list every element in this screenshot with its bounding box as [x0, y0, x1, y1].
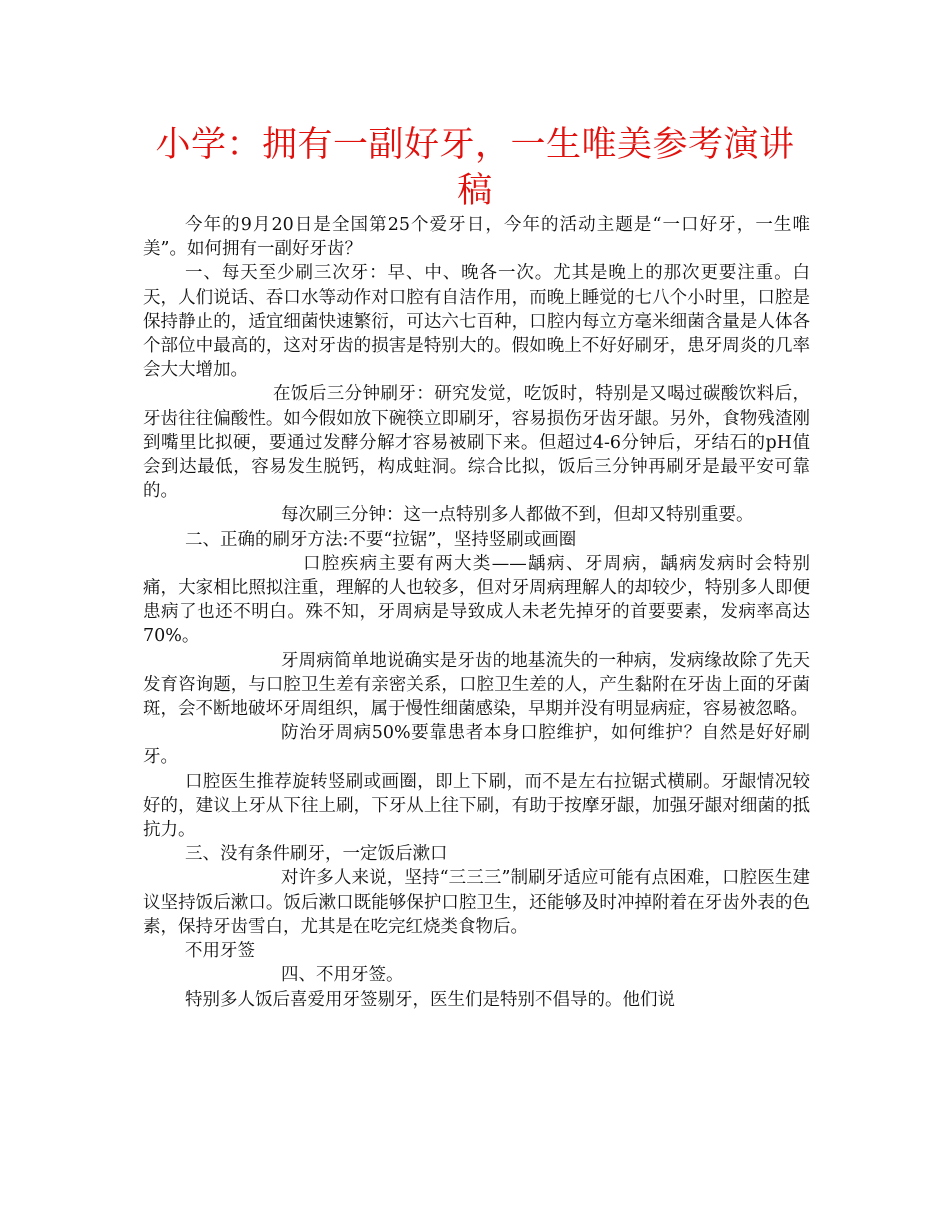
section-heading: 二、正确的刷牙方法:不要“拉锯”，坚持竖刷或画圈	[185, 529, 577, 550]
paragraph: 防治牙周病50%要靠患者本身口腔维护，如何维护？自然是好好刷牙。	[143, 723, 810, 768]
paragraph: 今年的9月20日是全国第25个爱牙日，今年的活动主题是“一口好牙，一生唯美”。如何拥有一副好牙齿？	[143, 215, 810, 260]
paragraph: 特别多人饭后喜爱用牙签剔牙，医生们是特别不倡导的。他们说	[185, 989, 675, 1010]
paragraph: 口腔医生推荐旋转竖刷或画圈，即上下刷，而不是左右拉锯式横刷。牙龈情况较好的，建议上牙从下往上刷，下牙从上往下刷，有助于按摩牙龈，加强牙龈对细菌的抵抗力。	[143, 771, 810, 841]
paragraph: 不用牙签	[185, 941, 255, 962]
section-heading: 四、不用牙签。	[281, 965, 404, 986]
paragraph: 在饭后三分钟刷牙：研究发觉，吃饭时，特别是又喝过碳酸饮料后，牙齿往往偏酸性。如今假如放下碗筷立即刷牙，容易损伤牙齿牙龈。另外，食物残渣刚到嘴里比拟硬，要通过发酵分解才容易被刷下来。但超过4-6分钟后，牙结石的pH值会到达最低，容易发生脱钙，构成蛀洞。综合比拟，饭后三分钟再刷牙是最平安可靠的。	[143, 384, 810, 502]
paragraph: 口腔疾病主要有两大类——龋病、牙周病，龋病发病时会特别痛，大家相比照拟注重，理解的人也较多，但对牙周病理解人的却较少，特别多人即便患病了也还不明白。殊不知，牙周病是导致成人未老先掉牙的首要要素，发病率高达70%。	[143, 553, 810, 647]
paragraph: 牙周病简单地说确实是牙齿的地基流失的一种病，发病缘故除了先天发育咨询题，与口腔卫生差有亲密关系，口腔卫生差的人，产生黏附在牙齿上面的牙菌斑，会不断地破坏牙周组织，属于慢性细菌感染，早期并没有明显病症，容易被忽略。	[143, 650, 810, 720]
paragraph: 对许多人来说，坚持“三三三”制刷牙适应可能有点困难，口腔医生建议坚持饭后漱口。饭后漱口既能够保护口腔卫生，还能够及时冲掉附着在牙齿外表的色素，保持牙齿雪白，尤其是在吃完红烧类食物后。	[143, 868, 810, 937]
paragraph: 每次刷三分钟：这一点特别多人都做不到，但却又特别重要。	[281, 505, 754, 526]
document-title: 小学：拥有一副好牙，一生唯美参考演讲稿	[155, 125, 795, 211]
paragraph: 一、每天至少刷三次牙：早、中、晚各一次。尤其是晚上的那次更要注重。白天，人们说话、吞口水等动作对口腔有自洁作用，而晚上睡觉的七八个小时里，口腔是保持静止的，适宜细菌快速繁衍，可达六七百种，口腔内每立方毫米细菌含量是人体各个部位中最高的，这对牙齿的损害是特别大的。假如晚上不好好刷牙，患牙周炎的几率会大大增加。	[143, 263, 810, 381]
document-body	[143, 213, 810, 1012]
section-heading: 三、没有条件刷牙，一定饭后漱口	[185, 844, 448, 865]
